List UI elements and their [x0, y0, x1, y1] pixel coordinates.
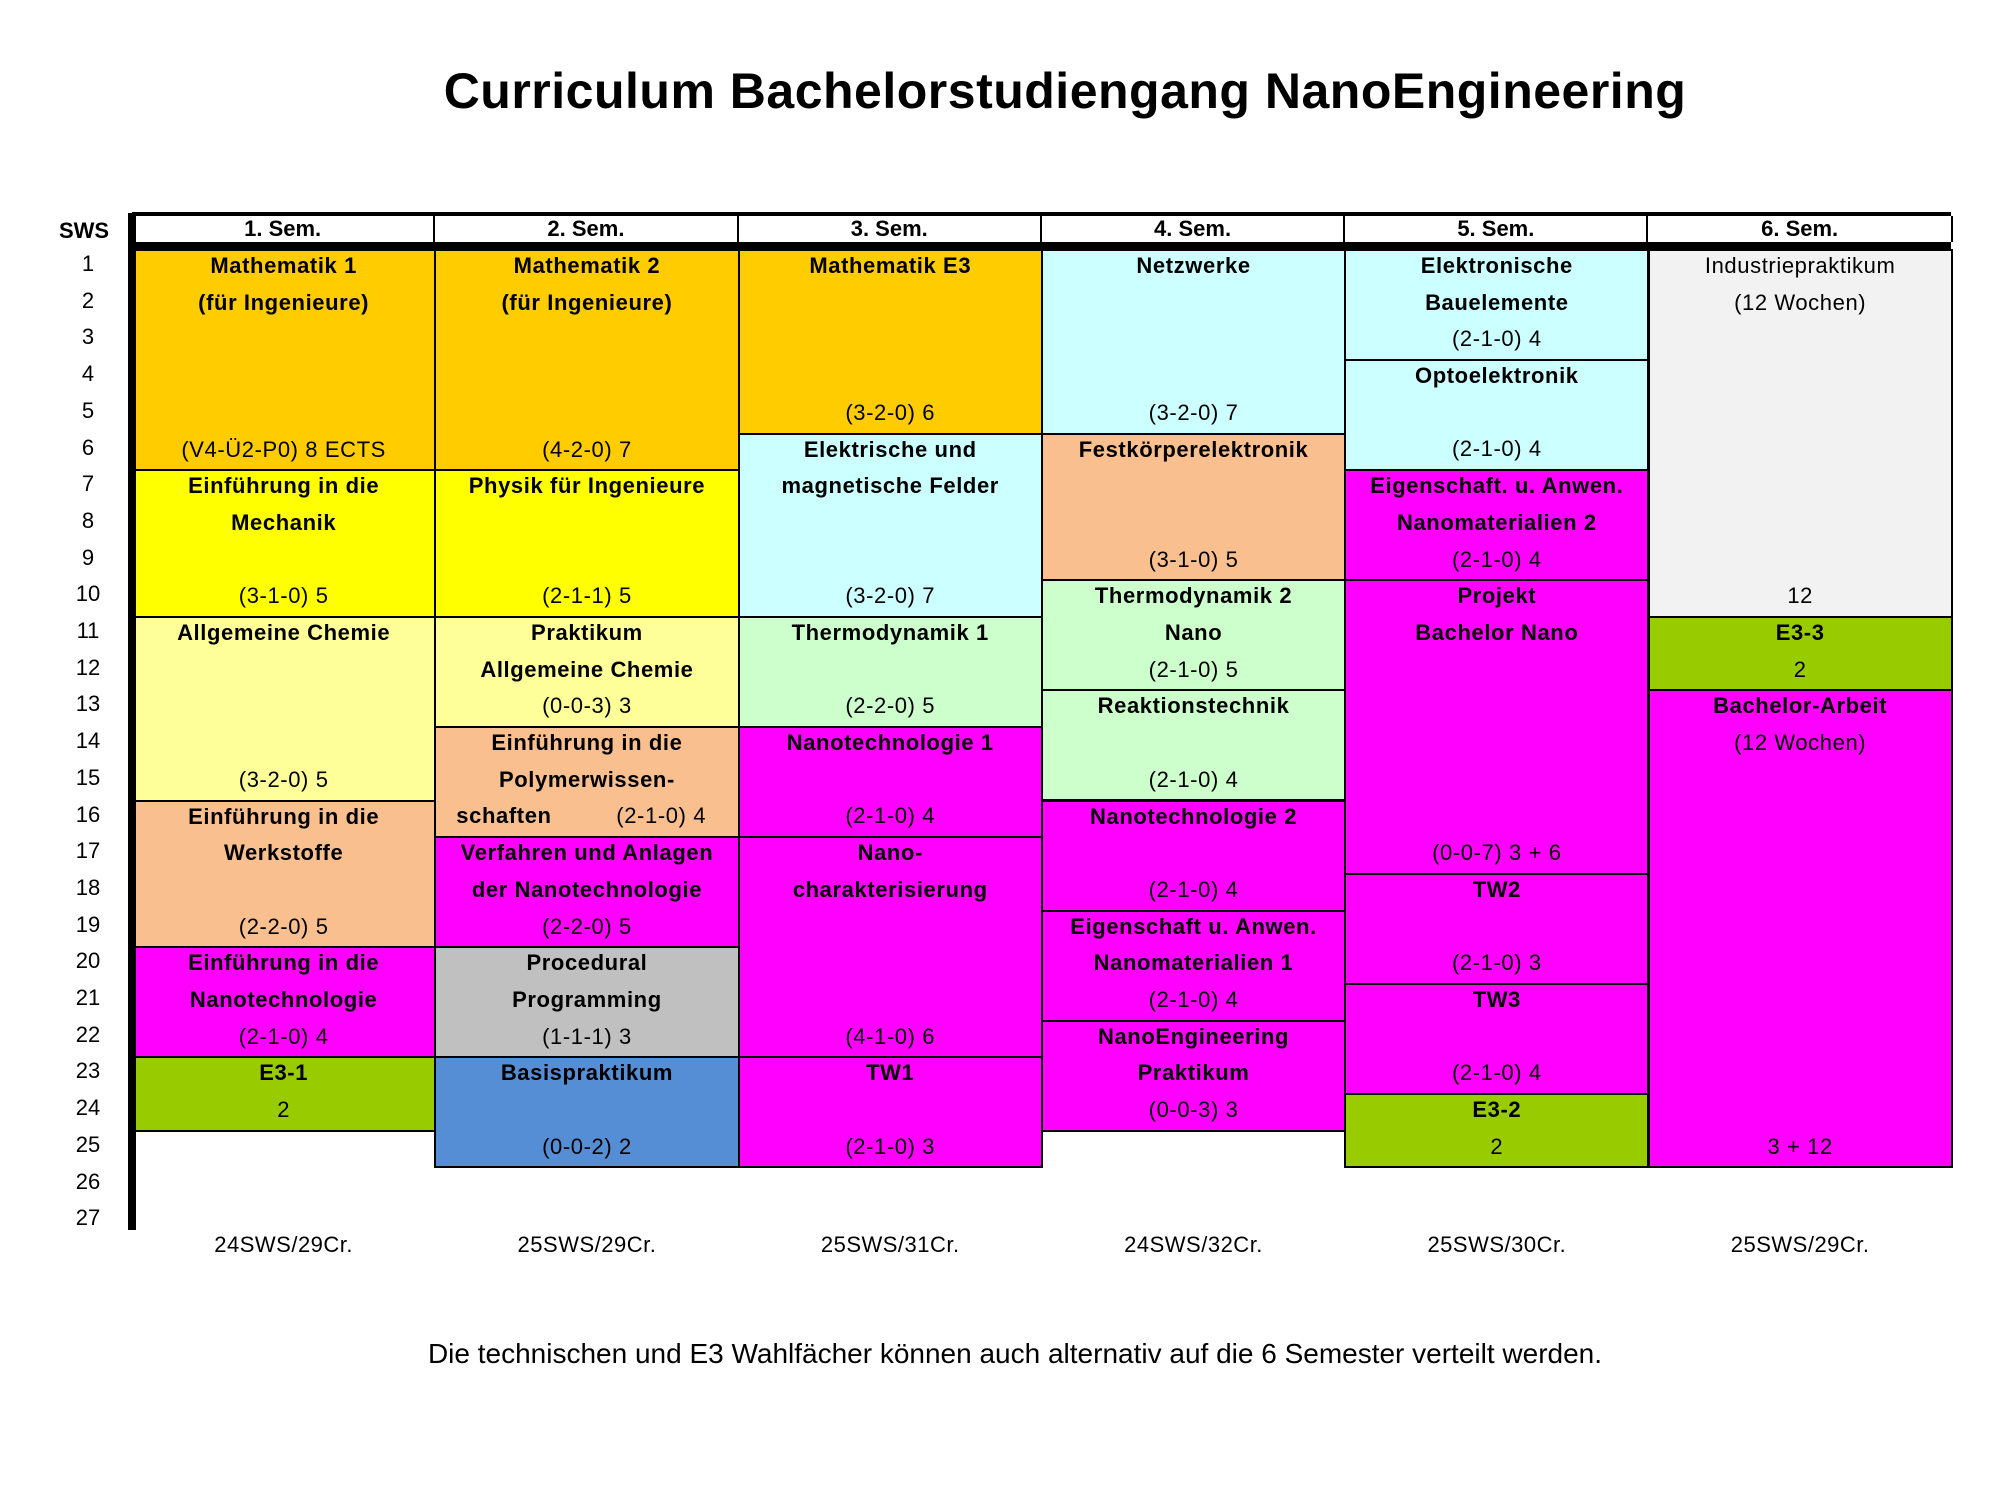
row-number: 11	[76, 618, 100, 643]
row-number: 1	[81, 251, 95, 276]
module-block	[131, 946, 436, 1058]
module-line: magnetische Felder	[781, 473, 999, 499]
module-line: (3-2-0) 7	[1148, 399, 1239, 425]
module-line: Eigenschaft. u. Anwen.	[1370, 473, 1624, 499]
module-line: Basispraktikum	[500, 1060, 674, 1086]
module-line: Praktikum	[531, 620, 643, 645]
module-line: Bachelor-Arbeit	[1713, 693, 1888, 719]
module-line	[436, 798, 737, 835]
module-block	[1344, 579, 1649, 875]
module-block	[738, 726, 1043, 838]
sws-axis-label: SWS	[58, 218, 110, 243]
module-line: (2-2-0) 5	[238, 913, 329, 939]
row-number: 23	[75, 1058, 101, 1084]
module-line: 2	[277, 1097, 291, 1123]
module-block	[1648, 689, 1953, 1168]
module-block	[1344, 983, 1649, 1095]
module-line: TW3	[1472, 987, 1521, 1012]
module-block	[434, 1056, 739, 1168]
module-line: Praktikum	[1137, 1060, 1250, 1086]
module-line: (3-2-0) 7	[845, 583, 936, 609]
module-line: Nanotechnologie 1	[786, 730, 994, 756]
module-line: Nanomaterialien 2	[1396, 509, 1597, 535]
module-line: 2	[1490, 1133, 1504, 1159]
module-line: (2-2-0) 5	[542, 913, 632, 939]
module-line: (2-1-0) 4	[1451, 326, 1542, 352]
module-line: Physik für Ingenieure	[468, 473, 706, 499]
module-line: Festkörperelektronik	[1078, 436, 1309, 462]
row-number: 17	[75, 838, 101, 864]
module-block	[434, 616, 739, 728]
module-block	[1648, 616, 1953, 691]
module-line: Nanotechnologie	[189, 986, 378, 1012]
row-number: 25	[75, 1131, 101, 1157]
module-line: E3-3	[1775, 620, 1825, 645]
module-line: Mechanik	[231, 509, 337, 535]
module-block	[1041, 800, 1346, 912]
module-line: (0-0-3) 3	[1148, 1097, 1239, 1123]
module-line: (2-1-0) 3	[845, 1133, 936, 1159]
module-line: Einführung in die	[491, 730, 683, 756]
module-block	[434, 726, 739, 838]
module-line: E3-2	[1472, 1097, 1522, 1123]
module-line: (12 Wochen)	[1734, 289, 1867, 315]
row-number: 27	[75, 1205, 101, 1231]
module-line: Procedural	[526, 950, 648, 976]
row-number: 20	[75, 948, 101, 974]
module-line: Elektronische	[1420, 253, 1573, 278]
module-block	[131, 249, 436, 471]
row-number: 9	[81, 544, 95, 570]
row-number: 4	[81, 361, 95, 387]
module-block	[1041, 579, 1346, 691]
module-line: Elektrische und	[803, 436, 977, 462]
module-line: (2-1-1) 5	[542, 583, 632, 609]
module-line: (2-1-0) 4	[1451, 436, 1542, 462]
semester-header: 4. Sem.	[1042, 216, 1345, 242]
module-line: Verfahren und Anlagen	[460, 840, 714, 866]
module-block	[131, 469, 436, 618]
semester-header: 1. Sem.	[132, 216, 435, 242]
module-line: (3-1-0) 5	[238, 583, 329, 609]
row-number: 13	[75, 691, 101, 717]
module-line: Thermodynamik 1	[791, 620, 989, 645]
footnote: Die technischen und E3 Wahlfächer können auch alternativ auf die 6 Semester verteilt werden.	[427, 1338, 1603, 1369]
module-line: Optoelektronik	[1415, 363, 1579, 389]
row-number: 18	[75, 874, 101, 900]
module-line: (2-1-0) 4	[1148, 766, 1239, 792]
module-line: Einführung in die	[188, 803, 380, 829]
module-line-title: schaften	[456, 803, 552, 829]
module-line: Werkstoffe	[224, 840, 344, 866]
module-line: TW1	[866, 1060, 915, 1086]
module-line: Polymerwissen-	[498, 766, 675, 792]
row-number: 22	[75, 1021, 101, 1047]
module-line: (12 Wochen)	[1734, 730, 1867, 756]
module-block	[434, 469, 739, 618]
module-line: (V4-Ü2-P0) 8 ECTS	[181, 436, 386, 462]
module-line: Industriepraktikum	[1704, 253, 1896, 278]
module-line: Netzwerke	[1136, 253, 1251, 278]
module-block	[1344, 873, 1649, 985]
semester-header: 6. Sem.	[1649, 216, 1953, 242]
vertical-axis-bar	[128, 213, 136, 1230]
module-line: Einführung in die	[188, 950, 380, 976]
row-number: 19	[75, 911, 101, 937]
row-number: 7	[81, 471, 95, 497]
module-block	[1041, 249, 1346, 435]
row-number: 15	[75, 764, 101, 790]
row-number: 12	[75, 654, 101, 680]
module-line: (2-1-0) 4	[1451, 546, 1542, 572]
module-line: (3-2-0) 5	[238, 766, 329, 792]
module-line: (2-2-0) 5	[845, 693, 936, 719]
semester-total: 24SWS/29Cr.	[214, 1232, 354, 1257]
semester-total: 24SWS/32Cr.	[1124, 1232, 1263, 1257]
row-number: 26	[75, 1168, 101, 1194]
module-line: Allgemeine Chemie	[177, 620, 391, 645]
row-number: 16	[75, 801, 101, 827]
module-block	[434, 249, 739, 471]
module-block	[738, 616, 1043, 728]
module-line: 12	[1787, 583, 1813, 609]
module-line: NanoEngineering	[1097, 1023, 1290, 1049]
module-line: Allgemeine Chemie	[480, 656, 694, 682]
module-line: (0-0-3) 3	[542, 693, 632, 719]
module-line: (2-1-0) 3	[1451, 950, 1542, 976]
module-line: E3-1	[259, 1060, 309, 1086]
semester-header: 5. Sem.	[1345, 216, 1648, 242]
module-line: TW2	[1472, 876, 1521, 902]
module-line: Mathematik E3	[809, 253, 972, 278]
module-line: (3-2-0) 6	[845, 399, 936, 425]
module-line: (2-1-0) 5	[1148, 656, 1239, 682]
module-block	[738, 1056, 1043, 1168]
module-line: (0-0-7) 3 + 6	[1432, 840, 1562, 866]
module-line: 2	[1793, 656, 1807, 682]
module-block	[738, 249, 1043, 435]
module-line: der Nanotechnologie	[471, 876, 703, 902]
module-block	[1344, 469, 1649, 581]
row-number: 8	[81, 507, 95, 533]
semester-total: 25SWS/29Cr.	[1730, 1232, 1870, 1257]
semester-total: 25SWS/30Cr.	[1427, 1232, 1567, 1257]
module-block	[131, 800, 436, 949]
row-number: 2	[81, 287, 95, 313]
module-line: Thermodynamik 2	[1094, 583, 1293, 609]
module-line: Eigenschaft u. Anwen.	[1070, 913, 1317, 939]
module-line: Nanomaterialien 1	[1093, 950, 1294, 976]
row-number: 6	[81, 434, 95, 460]
module-block	[1344, 359, 1649, 471]
semester-total: 25SWS/31Cr.	[820, 1232, 960, 1257]
semester-header: 2. Sem.	[435, 216, 738, 242]
module-line: Reaktionstechnik	[1097, 693, 1290, 719]
module-line: Nanotechnologie 2	[1090, 803, 1298, 829]
module-block	[1041, 433, 1346, 582]
header-divider-bar	[128, 242, 1951, 250]
module-line: Bauelemente	[1425, 289, 1569, 315]
module-line: charakterisierung	[792, 876, 988, 902]
module-block	[1041, 1020, 1346, 1132]
module-line: Mathematik 2	[513, 253, 661, 278]
module-line: 3 + 12	[1767, 1133, 1833, 1159]
module-line: Programming	[512, 986, 662, 1012]
module-block	[738, 836, 1043, 1058]
row-number: 3	[81, 324, 95, 350]
row-number: 24	[75, 1095, 101, 1121]
module-line: (2-1-0) 4	[1148, 986, 1239, 1012]
semester-total: 25SWS/29Cr.	[517, 1232, 657, 1257]
module-line: Nano-	[857, 840, 923, 866]
module-block	[1041, 689, 1346, 801]
module-block	[738, 433, 1043, 619]
page-title: Curriculum Bachelorstudiengang NanoEngineering	[443, 63, 1687, 119]
module-line: (4-1-0) 6	[845, 1023, 936, 1049]
module-line: (für Ingenieure)	[501, 289, 673, 315]
module-line: (4-2-0) 7	[542, 436, 632, 462]
module-line: (2-1-0) 4	[238, 1023, 329, 1049]
module-block	[434, 836, 739, 948]
module-block	[1648, 249, 1953, 618]
module-block	[1344, 1093, 1649, 1168]
module-line: Einführung in die	[188, 473, 380, 499]
module-line: (0-0-2) 2	[542, 1133, 632, 1159]
row-number: 14	[75, 728, 101, 754]
module-block	[1041, 910, 1346, 1022]
module-block	[1344, 249, 1649, 361]
module-line: Nano	[1164, 619, 1223, 645]
module-line: (für Ingenieure)	[198, 289, 370, 315]
row-number: 21	[75, 985, 101, 1010]
module-line: (1-1-1) 3	[542, 1023, 632, 1049]
module-line: Bachelor Nano	[1415, 619, 1579, 645]
module-block	[131, 616, 436, 802]
semester-header: 3. Sem.	[739, 216, 1042, 242]
module-line: (2-1-0) 4	[1451, 1060, 1542, 1086]
module-line: Mathematik 1	[210, 253, 357, 278]
module-line: (3-1-0) 5	[1148, 546, 1239, 572]
module-line: (2-1-0) 4	[845, 803, 936, 829]
module-line: Projekt	[1457, 583, 1537, 609]
module-block	[434, 946, 739, 1058]
row-number: 5	[81, 397, 95, 423]
row-number: 10	[75, 581, 101, 607]
module-line: (2-1-0) 4	[1148, 876, 1239, 902]
module-line-credits: (2-1-0) 4	[616, 803, 707, 829]
module-block	[131, 1056, 436, 1131]
